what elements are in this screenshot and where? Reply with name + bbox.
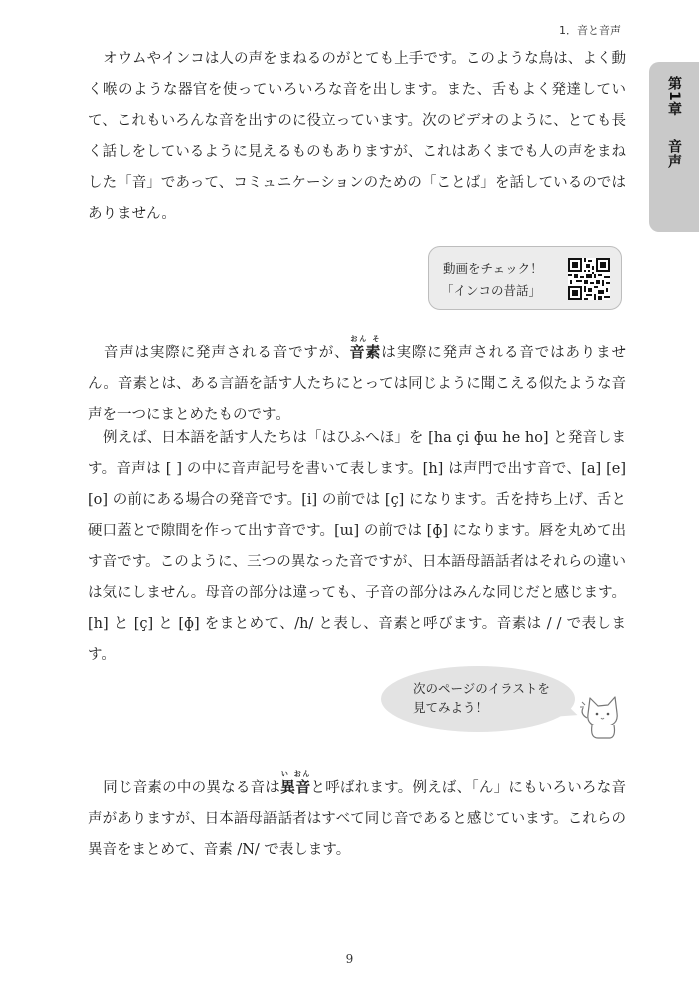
ipa-transcription: [ha çi ɸɯ he ho] — [428, 430, 549, 446]
p3-text: の前では — [359, 523, 427, 539]
speech-bubble-tail — [558, 701, 580, 722]
ipa-symbol: [ç] — [133, 616, 154, 632]
paragraph-2 — [88, 335, 626, 431]
term-phoneme-text: 音素 — [349, 343, 382, 361]
term-allophone-text: 異音 — [280, 778, 311, 796]
p3-text: と表し、音素と呼びます。音素は / / で表します。 — [88, 616, 627, 663]
ipa-symbol: [ç] — [384, 492, 405, 508]
ipa-symbol: [ɯ] — [334, 523, 360, 539]
term-phoneme — [349, 335, 382, 361]
phoneme-symbol: /N/ — [237, 842, 260, 858]
speech-bubble-line2: 見てみよう！ — [413, 700, 489, 715]
term-allophone-ruby: い おん — [280, 770, 311, 778]
chapter-number: 第1章 — [666, 76, 682, 117]
chapter-title: 音声 — [666, 138, 682, 169]
p3-text: と — [108, 616, 134, 632]
paragraph-1-text: オウムやインコは人の声をまねるのがとても上手です。このような鳥は、よく動く喉のような器官を使っていろいろな音を出します。また、舌もよく発達していて、これもいろんな音を出すのに役立っています。次のビデオのように、とても長く話しをしているように見えるものもありますが、これはあくまでも人の声をまねした「音」であって、コミュニケーションのための「ことば」を話しているのではありません。 — [88, 51, 626, 222]
ipa-symbol: [a] [e] [o] — [88, 461, 626, 508]
ipa-symbol: [h] — [422, 461, 444, 477]
running-header: 1．音と音声 — [559, 24, 621, 37]
ipa-symbol: [ɸ] — [178, 616, 200, 632]
paragraph-2-text-b: は実際に発声される音ではありません。音素とは、ある言語を話す人たちにとっては同じように聞こえる似たような音声を一つにまとめたものです。 — [88, 345, 627, 423]
ipa-symbol: [i] — [301, 492, 318, 508]
speech-bubble-line1: 次のページのイラストを — [413, 681, 550, 696]
chapter-tab[interactable] — [649, 62, 699, 232]
p3-text: は声門で出す音で、 — [443, 461, 582, 477]
paragraph-4-text-a: 同じ音素の中の異なる音は — [103, 780, 281, 796]
video-callout-line2: 「インコの昔話」 — [441, 283, 542, 298]
paragraph-1 — [88, 44, 626, 230]
paragraph-4-text-c: で表します。 — [259, 842, 351, 858]
page-number: 9 — [345, 952, 354, 966]
p3-text: 例えば、日本語を話す人たちは「はひふへほ」を — [103, 430, 429, 446]
paragraph-2-text-a: 音声は実際に発声される音ですが、 — [103, 345, 350, 361]
paragraph-4 — [88, 770, 626, 866]
video-callout-line1: 動画をチェック！ — [443, 261, 543, 276]
paragraph-3 — [88, 423, 626, 671]
term-phoneme-ruby: おん そ — [349, 335, 381, 343]
p3-text: の前にある場合の発音です。 — [108, 492, 302, 508]
p3-text: になります。舌を持ち上げ、舌と硬口蓋とで隙間を作って出す音です。 — [88, 492, 627, 539]
ipa-symbol: [h] — [88, 616, 109, 632]
p3-text: と — [153, 616, 179, 632]
ipa-symbol: [ɸ] — [426, 523, 449, 539]
p3-text: になります。唇を丸めて出す音です。このように、三つの異なった音ですが、日本語母語話者はそれらの違いは気にしません。母音の部分は違っても、子音の部分はみんな同じだと感じます。 — [88, 523, 626, 601]
p3-text: をまとめて、 — [199, 616, 295, 632]
speech-bubble — [381, 666, 575, 732]
video-callout[interactable] — [428, 246, 622, 310]
paragraph-4-text-b: と呼ばれます。例えば、「ん」にもいろいろな音声がありますが、日本語母語話者はすべて同じ音であると感じています。これらの異音をまとめて、音素 — [88, 780, 626, 858]
phoneme-symbol: /h/ — [294, 616, 314, 632]
cat-illustration-icon — [578, 688, 626, 740]
p3-text: と発音します。音声は [ ] の中に音声記号を書いて表します。 — [88, 430, 627, 477]
term-allophone — [280, 770, 311, 796]
p3-text: の前では — [317, 492, 385, 508]
qr-code-icon[interactable] — [568, 258, 610, 300]
